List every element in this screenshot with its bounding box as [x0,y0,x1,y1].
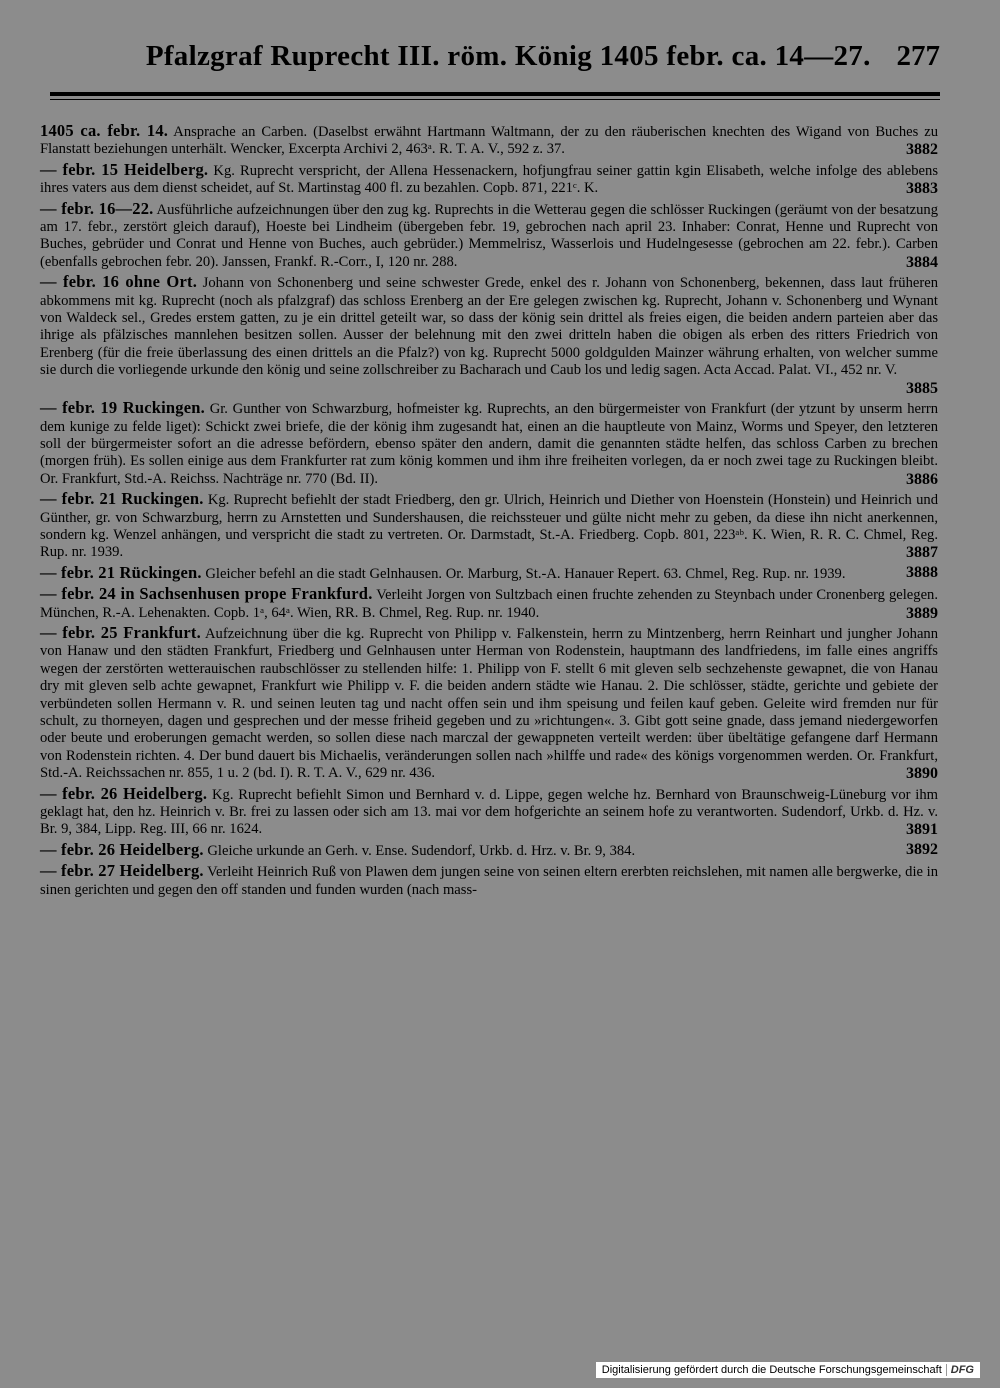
entry-number: 3889 [906,604,938,622]
regest-entry [40,273,938,397]
page-title: Pfalzgraf Ruprecht III. röm. König 1405 febr. ca. 14—27. [145,40,871,72]
entry-text: Gleiche urkunde an Gerh. v. Ense. Sudendorf, Urkb. d. Hrz. v. Br. 9, 384. [207,842,636,859]
entry-text: Aufzeichnung über die kg. Ruprecht von Philipp v. Falkenstein, herrn zu Mintzenberg, herrn Reinhart und jungher Johann von Hanaw und den städten Frankfurt, Friedberg und Gelnhausen unter Herman von Rodenstein, hauptmann des landfriedens, im falle eines angriffs wegen der zerstörten wetterauischen raubschlösser zu stellenden hilfe: 1. Philipp von F. stellt 6 mit gleven selb sechzehenste gewapnet, die von Hanau dry mit gleven selb achte gewapnet, Frankfurt wie Philipp v. F. die beiden andern städte wie Hanau. 2. Die schlösser, städte, gerichte und gebiete der verbündeten sollen Hermann v. R. und seinen leuten tag und nacht offen sein und ihm speisung und feilen kauf geben. Geleite wird fremden nur für schult, zu thorneyen, dagen und gesprechen und der messe friheid gegeben und zu »richtungen«. 3. Gibt gott seine gnade, dass jemand niedergeworfen oder beute und eroberungen gemacht werden, so sollen diese nach marczal der gewappneten verteilt werden: über übeltätige gefangene darf Hermann von Rodenstein richten. 4. Der bund dauert bis Michaelis, veränderungen sollen nach »hilffe und rade« des königs vorgenommen werden. Or. Frankfurt, Std.-A. Reichssachen nr. 855, 1 u. 2 (bd. I). R. T. A. V., 629 nr. 436. [40,625,939,782]
dfg-footer [596,1362,980,1378]
entry-number: 3883 [906,180,938,198]
entry-text: Ansprache an Carben. (Daselbst erwähnt Hartmann Waltmann, der zu den räuberischen knechten des Wigand von Buches zu Flanstatt beziehungen unterhält. Wencker, Excerpta Archivi 2, 463ᵃ. R. T. A. V., 592 z. 37. [40,124,939,158]
regest-entry [40,841,938,860]
regest-entry [40,785,938,839]
entry-date-place: — febr. 15 Heidelberg. [40,159,209,179]
entry-number: 3885 [906,379,938,397]
entry-text: Verleiht Heinrich Ruß von Plawen dem jungen seine von seinen eltern ererbten reichslehen, mit namen alle bergwerke, die in sinen gerichten und gegen den off standen und funden wurden (nach mass- [40,864,938,898]
regest-entry [40,399,938,488]
entry-text: Ausführliche aufzeichnungen über den zug kg. Ruprechts in die Wetterau gegen die schlösser Ruckingen (geräumt von der besatzung am 17. febr., zerstört gleich darauf), Hoeste bei Lindheim (übergeben febr. 19, gebrochen nach april 23. Inhaber: Conrat, Henne und Ruprecht von Buches, gebrüder und Conrat und Henne von Buches, auch gebrüder.) Memmelrisz, Wasserlois und Hudelngesesse (gebrochen am 22. febr.). Carben (ebenfalls gebrochen febr. 20). Janssen, Frankf. R.-Corr., I, 120 nr. 288. [40,201,939,270]
entry-text: Kg. Ruprecht verspricht, der Allena Hessenackern, hofjungfrau seiner gattin kgin Elisabeth, welche infolge des ablebens ihres vaters aus dem dienst scheidet, auf St. Martinstag 400 fl. zu bezahlen. Copb. 871, 221ᶜ. K. [40,162,938,197]
entry-date-place: — febr. 27 Heidelberg. [40,861,204,881]
header-rule-thin [50,99,940,100]
footer-text: Digitalisierung gefördert durch die Deutsche Forschungsgemeinschaft [601,1364,942,1376]
entry-text: Gleicher befehl an die stadt Gelnhausen. Or. Marburg, St.-A. Hanauer Repert. 63. Chmel, Reg. Rup. nr. 1939. [205,565,846,582]
regest-entry [40,624,938,783]
entry-number: 3888 [906,563,938,581]
entry-date-place: — febr. 19 Ruckingen. [40,398,205,418]
page-number: 277 [896,40,940,72]
entry-number: 3886 [906,470,938,488]
entry-text: Kg. Ruprecht befiehlt Simon und Bernhard v. d. Lippe, gegen welche hz. Bernhard von Braunschweig-Lüneburg vor ihm geklagt hat, den hz. Heinrich v. Br. frei zu lassen oder sich am 13. mai vor dem hofgerichte an seinem hofe zu verantworten. Sudendorf, Urkb. d. Hz. v. Br. 9, 384, Lipp. Reg. III, 66 nr. 1624. [40,786,939,838]
regest-entry [40,200,938,272]
entry-date-place: — febr. 24 in Sachsenhusen prope Frankfurd. [40,584,373,604]
regest-entry [40,122,938,159]
entry-number: 3882 [906,141,938,159]
regest-entry [40,564,938,583]
entry-date-place: — febr. 21 Ruckingen. [40,489,204,509]
entry-number: 3891 [906,821,938,839]
entry-number: 3892 [906,840,938,858]
regest-entry [40,490,938,562]
page-header [50,40,940,95]
entry-date-place: — febr. 25 Frankfurt. [40,622,201,642]
entry-text: Gr. Gunther von Schwarzburg, hofmeister kg. Ruprechts, an den bürgermeister von Frankfurt (der ytzunt by unserm herrn dem kunige zu felde liget): Schickt zwei briefe, die der könig ihm zugesandt hat, einen an die hauptleute von Mainz, Worms und Speyer, den letzteren soll der bürgermeister sofort an die adresse befördern, ebenso später den andern, damit die genannten städte helfen, das schloss Carben zu brechen (morgen früh). Es sollen einige aus dem Frankfurter rat zum könig kommen und ihm ihre freiheiten vorlegen, da er noch zwei tage zu Ruckingen bleibt. Or. Frankfurt, Std.-A. Reichss. Nachträge nr. 770 (Bd. II). [40,401,938,487]
regest-entry [40,161,938,198]
entry-date-place: — febr. 26 Heidelberg. [40,783,208,803]
header-rule-thick [50,92,940,96]
entry-number: 3890 [906,765,938,783]
entry-number: 3887 [906,544,938,562]
regest-entries [40,122,938,901]
regest-entry [40,862,938,899]
dfg-logo: DFG [946,1364,974,1376]
entry-date-place: — febr. 16—22. [40,198,154,218]
regest-entry [40,585,938,622]
entry-text: Kg. Ruprecht befiehlt der stadt Friedberg, den gr. Ulrich, Heinrich und Diether von Hoenstein (Honstein) und Heinrich und Günther, gr. von Schwarzburg, herrn zu Arnstetten und Sundershausen, die reichssteuer und gülte nicht mehr zu geben, da diese ihn nicht anerkennen, sondern kg. Wenzel anhängen, und verspricht die stadt zu vertreten. Or. Darmstadt, St.-A. Friedberg. Copb. 801, 223ᵃᵇ. K. Wien, R. R. C. Chmel, Reg. Rup. nr. 1939. [40,492,939,561]
entry-date-place: — febr. 16 ohne Ort. [40,272,198,292]
entry-text: Verleiht Jorgen von Sultzbach einen fruchte zehenden zu Steynbach under Cronenberg gelegen. München, R.-A. Lehenakten. Copb. 1ᵃ, 64ᵃ. Wien, RR. B. Chmel, Reg. Rup. nr. 1940. [40,587,938,621]
entry-date-place: — febr. 26 Heidelberg. [40,839,204,859]
entry-date-place: — febr. 21 Rückingen. [40,562,202,582]
entry-number: 3884 [906,253,938,271]
entry-date-place: 1405 ca. febr. 14. [40,121,169,140]
entry-text: Johann von Schonenberg und seine schwester Grede, enkel des r. Johann von Schonenberg, bekennen, dass laut früheren abkommens mit kg. Ruprecht (noch als pfalzgraf) das schloss Erenberg an der Ere gelegen zwischen kg. Ruprecht, Johann v. Schonenberg und Wynant von Waldeck sel., Gredes erstem gatten, zu je ein drittel geteilt war, so dass der könig sein drittel als freies eigen, die beiden andern parteien aber das ihrige als pfälzisches mannlehen besitzen sollen. Ausser der belehnung mit den zwei dritteln haben die obigen als erben des ritters Friedrich von Erenberg (für die freie überlassung des einen drittels an die Pfalz?) von kg. Ruprecht 5000 goldgulden Mainzer währung erhalten, von welcher summe sie durch die vorliegende urkunde den könig und seine zollschreiber zu Bacharach und Caub los und ledig sagen. Acta Accad. Palat. VI., 452 nr. V. [40,275,938,379]
